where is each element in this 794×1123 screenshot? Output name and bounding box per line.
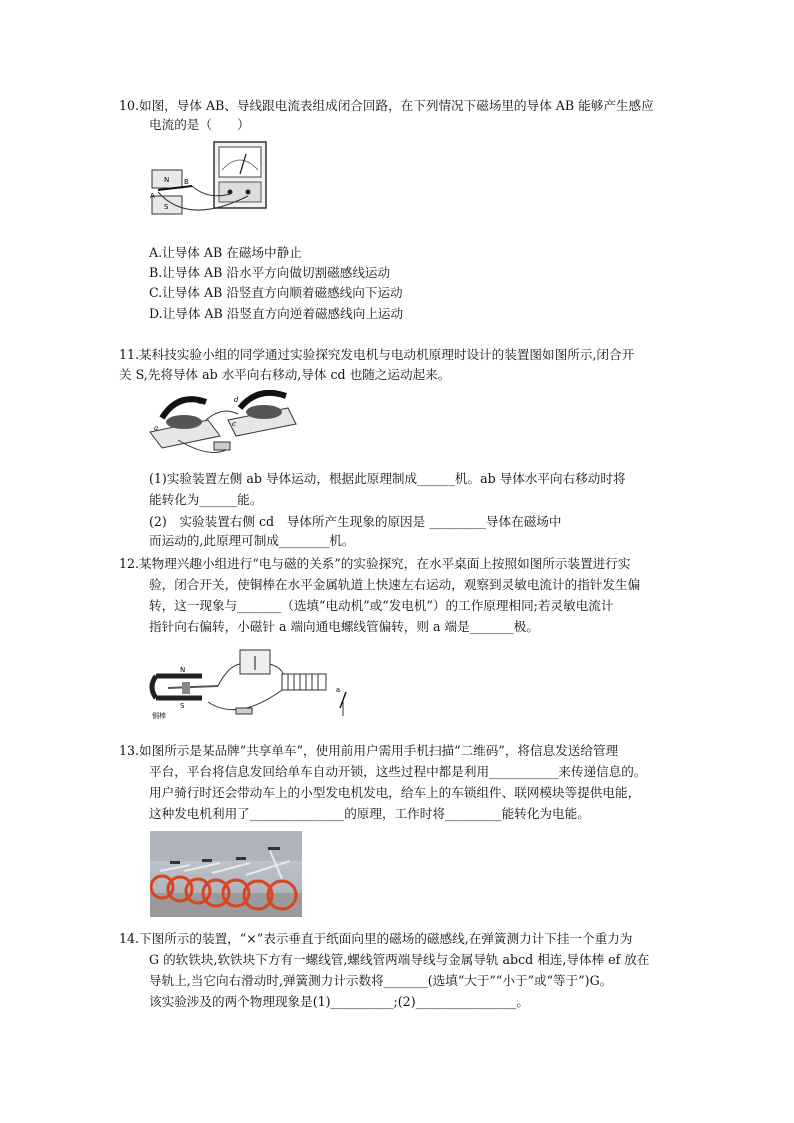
q11-sub2-line2: 而运动的,此原理可制成________机。 — [149, 533, 355, 548]
q10-option-c: C.让导体 AB 沿竖直方向顺着磁感线向下运动 — [149, 285, 403, 300]
q14-stem-line2: G 的软铁块,软铁块下方有一螺线管,螺线管两端导线与金属导轨 abcd 相连,导体棒 ef 放在 — [149, 952, 650, 967]
pavement — [150, 893, 302, 917]
shared-bikes-photo — [150, 831, 302, 917]
terminal-left — [228, 190, 233, 195]
label-b: b — [198, 398, 203, 406]
q11-sub1-line1: (1)实验装置左侧 ab 导体运动，根据此原理制成______机。ab 导体水平向右移动时将 — [149, 471, 626, 486]
metal-rail — [168, 686, 218, 688]
q13-stem-line4: 这种发电机利用了_______________的原理，工作时将_________能转化为电能。 — [149, 806, 590, 821]
terminal-right — [246, 190, 251, 195]
label-a: a — [336, 686, 341, 694]
label-b: B — [184, 178, 189, 186]
q11-sub1-line2: 能转化为______能。 — [149, 492, 263, 507]
left-coil — [166, 415, 202, 429]
q12-stem-line4: 指针向右偏转，小磁针 a 端向通电螺线管偏转，则 a 端是_______极。 — [149, 619, 539, 634]
label-n: N — [180, 666, 186, 674]
q10-stem-line1: 10.如图，导体 AB、导线跟电流表组成闭合回路，在下列情况下磁场里的导体 AB 能够产生感应 — [119, 98, 654, 113]
label-s: S — [164, 203, 169, 211]
q11-stem-line2: 关 S,先将导体 ab 水平向右移动,导体 cd 也随之运动起来。 — [119, 367, 451, 382]
q10-option-b: B.让导体 AB 沿水平方向做切割磁感线运动 — [149, 265, 391, 280]
q11-stem-line1: 11.某科技实验小组的同学通过实验探究发电机与电动机原理时设计的装置图如图所示,闭合开 — [119, 347, 635, 362]
background-wall — [150, 831, 302, 861]
wire-3 — [208, 690, 282, 710]
q13-stem-line3: 用户骑行时还会带动车上的小型发电机发电，给车上的车锁组件、联网模块等提供电能， — [149, 785, 641, 800]
label-a: a — [154, 424, 159, 432]
q10-option-a: A.让导体 AB 在磁场中静止 — [149, 245, 302, 260]
switch — [236, 708, 252, 714]
q12-stem-line2: 验，闭合开关，使铜棒在水平金属轨道上快速左右运动，观察到灵敏电流计的指针发生偏 — [149, 577, 641, 592]
label-d: d — [234, 396, 239, 404]
label-s: S — [180, 702, 185, 710]
q11-generator-motor-figure — [148, 390, 298, 458]
q10-galvanometer-figure — [148, 140, 270, 228]
right-coil — [246, 405, 282, 419]
q14-stem-line3: 导轨上,当它向右滑动时,弹簧测力计示数将_______(选填“大于”“小于”或“等于”)G。 — [149, 973, 613, 988]
label-a: A — [150, 192, 155, 200]
q12-induction-figure — [148, 646, 352, 726]
label-n: N — [164, 176, 170, 184]
q11-sub2-line1: (2) 实验装置右侧 cd 导体所产生现象的原因是 _________导体在磁场中 — [149, 514, 562, 529]
wire-2 — [270, 664, 284, 682]
q14-stem-line4: 该实验涉及的两个物理现象是(1)__________;(2)________________。 — [149, 994, 529, 1009]
label-c: c — [232, 420, 236, 428]
q10-option-d: D.让导体 AB 沿竖直方向逆着磁感线向上运动 — [149, 306, 404, 321]
switch-s — [214, 442, 230, 450]
u-magnet-bend — [152, 676, 156, 698]
q12-stem-line1: 12.某物理兴趣小组进行“电与磁的关系”的实验探究，在水平桌面上按照如图所示装置进行实 — [119, 556, 631, 571]
q12-stem-line3: 转，这一现象与_______（选填“电动机”或“发电机”）的工作原理相同;若灵敏电流计 — [149, 598, 614, 613]
solenoid — [282, 674, 326, 690]
galvanometer-base — [219, 182, 261, 202]
copper-rod — [182, 682, 190, 694]
bikes-illustration — [150, 831, 302, 917]
wire-1 — [218, 664, 240, 686]
q14-stem-line1: 14.下图所示的装置，“×”表示垂直于纸面向里的磁场的磁感线,在弹簧测力计下挂一个重力为 — [119, 931, 633, 946]
label-copper-rod: 铜棒 — [152, 712, 166, 720]
q13-stem-line1: 13.如图所示是某品牌“共享单车”，使用前用户需用手机扫描“二维码”，将信息发送给管理 — [119, 743, 619, 758]
q10-stem-line2: 电流的是（ ） — [149, 117, 250, 132]
q13-stem-line2: 平台，平台将信息发回给单车自动开锁，这些过程中都是利用___________来传递信息的。 — [149, 764, 647, 779]
